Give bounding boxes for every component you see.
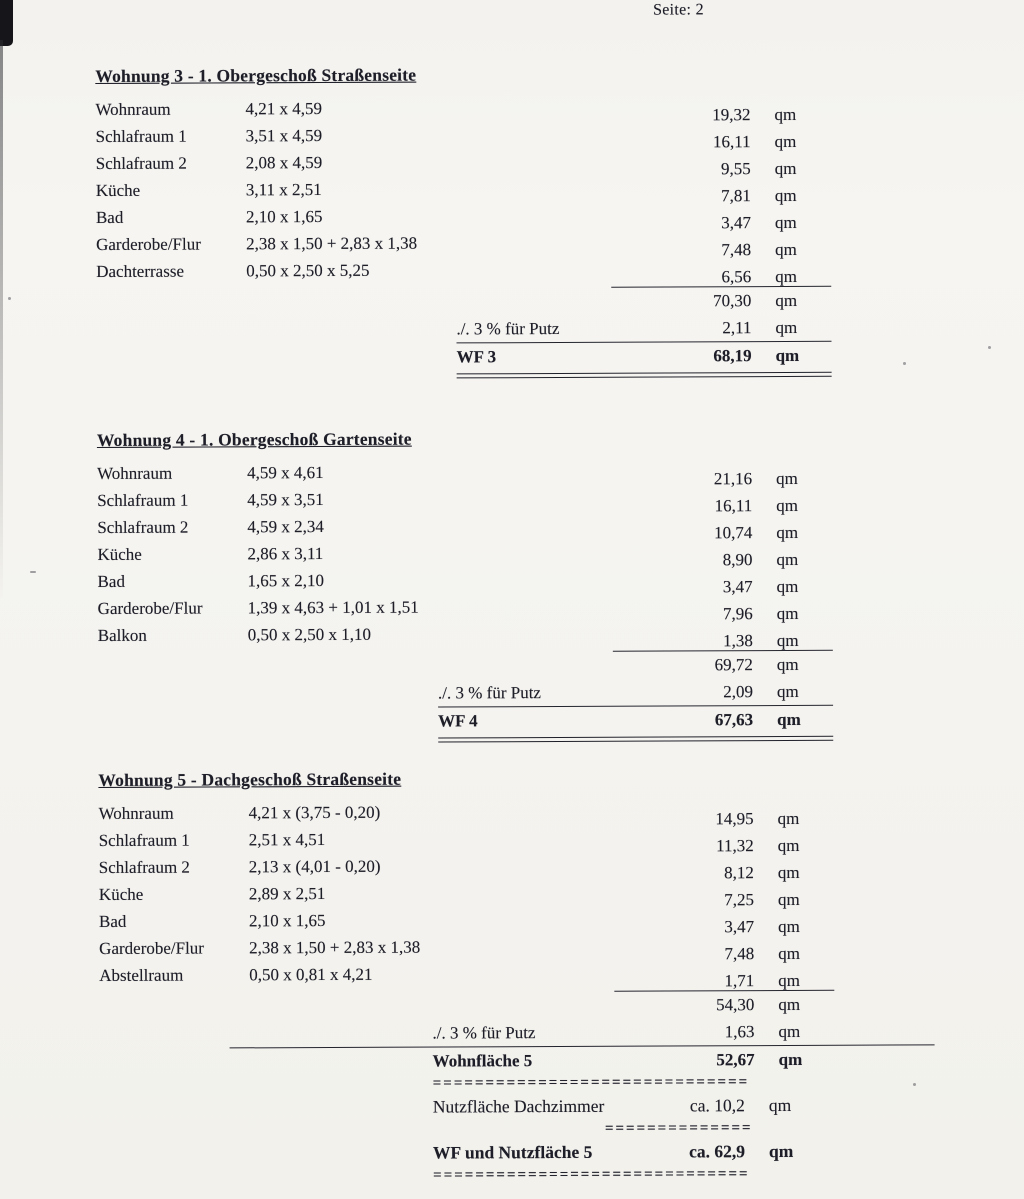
putz-label: ./. 3 % für Putz <box>432 1023 536 1043</box>
putz-value: 2,09 <box>723 682 754 702</box>
room-name: Küche <box>98 884 144 904</box>
area-unit: qm <box>777 862 800 883</box>
putz-value: 1,63 <box>724 1022 755 1042</box>
room-area: 8,90 <box>722 550 753 570</box>
putz-value: 2,11 <box>722 318 752 338</box>
room-dimensions: 4,21 x 4,59 <box>245 99 323 119</box>
page-number: Seite: 2 <box>653 1 704 19</box>
section-wohnung-4 <box>97 425 833 744</box>
room-area: 11,32 <box>716 836 754 856</box>
total-unit: qm <box>777 709 801 730</box>
subtotal-unit: qm <box>775 290 798 311</box>
wf-nutzflaeche-value: ca. 62,9 <box>689 1141 746 1162</box>
total-unit: qm <box>775 345 800 366</box>
area-unit: qm <box>775 266 797 287</box>
total-row <box>100 1046 835 1076</box>
room-area: 16,11 <box>714 496 753 516</box>
total-label: Wohnfläche 5 <box>432 1051 533 1071</box>
subtotal-row <box>96 287 831 317</box>
document-content <box>95 0 835 1187</box>
total-label: WF 4 <box>438 711 478 731</box>
total-label: WF 3 <box>456 347 497 367</box>
room-dimensions: 2,10 x 1,65 <box>245 207 323 227</box>
area-unit: qm <box>777 889 800 910</box>
total-row <box>97 342 832 372</box>
room-dimensions: 3,11 x 2,51 <box>245 180 322 200</box>
area-unit: qm <box>776 603 799 624</box>
room-area: 8,12 <box>724 863 754 883</box>
subtotal-spacer <box>96 288 606 317</box>
area-unit: qm <box>775 239 797 260</box>
total-value: 67,63 <box>714 710 754 730</box>
room-name: Garderobe/Flur <box>96 234 201 254</box>
scan-speck <box>988 346 991 349</box>
scan-speck <box>913 1083 916 1086</box>
area-unit: qm <box>777 808 800 829</box>
area-unit: qm <box>776 495 798 516</box>
nutzflaeche-spacer <box>100 1094 433 1122</box>
area-unit: qm <box>776 549 799 570</box>
putz-row <box>99 1018 834 1048</box>
document-body <box>95 0 835 1187</box>
room-area: 6,56 <box>721 267 752 287</box>
room-name: Abstellraum <box>99 965 184 985</box>
area-unit: qm <box>778 916 800 937</box>
room-dimensions: 2,89 x 2,51 <box>248 884 326 904</box>
room-dimensions: 0,50 x 2,50 x 1,10 <box>247 624 372 645</box>
room-row <box>95 93 830 123</box>
subtotal-row <box>99 991 834 1021</box>
subtotal-value: 70,30 <box>713 291 752 311</box>
area-unit: qm <box>776 576 799 597</box>
area-unit: qm <box>778 970 801 991</box>
subtotal-value: 69,72 <box>714 655 753 675</box>
room-dimensions: 0,50 x 2,50 x 5,25 <box>246 260 370 281</box>
total-value: 68,19 <box>713 346 752 366</box>
putz-unit: qm <box>778 1021 801 1042</box>
total-value: 52,67 <box>716 1050 755 1070</box>
room-dimensions: 2,08 x 4,59 <box>245 153 323 173</box>
room-table <box>98 797 834 989</box>
putz-unit: qm <box>775 317 798 338</box>
room-area: 10,74 <box>714 523 753 543</box>
section-heading: Wohnung 3 - 1. Obergeschoß Straßenseite <box>95 64 417 86</box>
area-unit: qm <box>774 131 797 152</box>
room-row <box>98 797 833 827</box>
room-name: Wohnraum <box>97 463 173 483</box>
area-unit: qm <box>774 212 797 233</box>
room-name: Balkon <box>97 625 147 645</box>
area-unit: qm <box>776 468 798 489</box>
room-dimensions: 1,39 x 4,63 + 1,01 x 1,51 <box>247 597 419 618</box>
section-heading: Wohnung 5 - Dachgeschoß Straßenseite <box>98 768 402 790</box>
area-unit: qm <box>774 185 797 206</box>
room-name: Küche <box>97 544 142 564</box>
room-name: Schlafraum 1 <box>97 490 189 510</box>
section-wohnung-5 <box>98 765 835 1187</box>
scan-speck <box>903 362 906 365</box>
room-name: Schlafraum 2 <box>98 857 190 877</box>
room-name: Schlafraum 1 <box>98 830 190 850</box>
room-name: Wohnraum <box>98 803 174 823</box>
subtotal-spacer <box>98 652 608 681</box>
room-name: Schlafraum 2 <box>97 517 189 537</box>
room-name: Küche <box>95 180 141 200</box>
room-area: 3,47 <box>722 577 753 597</box>
wf-nutzflaeche-unit: qm <box>768 1140 794 1162</box>
nutzflaeche-label: Nutzfläche Dachzimmer <box>432 1095 605 1117</box>
room-area: 7,25 <box>724 890 754 910</box>
room-name: Bad <box>95 207 124 227</box>
room-area: 16,11 <box>712 132 751 152</box>
putz-label: ./. 3 % für Putz <box>437 683 542 703</box>
room-name: Bad <box>97 571 125 591</box>
area-unit: qm <box>776 522 799 543</box>
separator-line-bottom: ============================== <box>433 1166 750 1184</box>
room-name: Dachterrasse <box>96 261 185 281</box>
room-dimensions: 3,51 x 4,59 <box>245 126 323 146</box>
total-row <box>98 706 833 736</box>
room-area: 1,38 <box>723 631 753 651</box>
nutzflaeche-row <box>100 1092 835 1122</box>
room-row <box>97 457 832 487</box>
putz-unit: qm <box>776 681 799 702</box>
room-area: 14,95 <box>715 809 754 829</box>
area-unit: qm <box>777 835 800 856</box>
room-name: Garderobe/Flur <box>97 598 203 618</box>
room-area: 9,55 <box>720 159 751 179</box>
room-name: Garderobe/Flur <box>99 938 204 958</box>
room-dimensions: 4,21 x (3,75 - 0,20) <box>248 802 381 823</box>
room-dimensions: 1,65 x 2,10 <box>247 571 325 591</box>
room-dimensions: 4,59 x 3,51 <box>247 490 324 510</box>
area-unit: qm <box>774 158 797 179</box>
room-area: 21,16 <box>713 469 753 489</box>
room-name: Schlafraum 1 <box>95 126 187 146</box>
subtotal-unit: qm <box>778 994 801 1015</box>
separator-line: ============================== <box>432 1074 750 1092</box>
section-wohnung-3 <box>95 61 831 380</box>
scan-speck <box>8 297 11 300</box>
total-unit: qm <box>778 1049 803 1070</box>
room-table <box>95 93 831 285</box>
subtotal-spacer <box>99 992 609 1021</box>
wf-nutzflaeche-label: WF und Nutzfläche 5 <box>432 1141 593 1163</box>
room-dimensions: 2,86 x 3,11 <box>247 544 324 564</box>
total-double-rule <box>438 736 833 743</box>
putz-label: ./. 3 % für Putz <box>456 318 560 339</box>
room-area: 7,81 <box>721 186 751 206</box>
area-unit: qm <box>778 943 800 964</box>
subtotal-unit: qm <box>776 654 799 675</box>
room-area: 3,47 <box>721 213 752 233</box>
room-dimensions: 2,38 x 1,50 + 2,83 x 1,38 <box>246 233 418 254</box>
room-dimensions: 0,50 x 0,81 x 4,21 <box>249 964 373 985</box>
room-area: 7,48 <box>724 944 755 964</box>
putz-row <box>96 314 831 344</box>
room-dimensions: 2,38 x 1,50 + 2,83 x 1,38 <box>249 937 421 958</box>
wf-nutzflaeche-row <box>100 1138 835 1168</box>
room-name: Bad <box>98 911 127 931</box>
scan-artifact-edge <box>0 40 3 600</box>
wf-nutzflaeche-spacer <box>100 1140 433 1168</box>
room-dimensions: 2,10 x 1,65 <box>248 911 326 931</box>
nutzflaeche-unit: qm <box>768 1094 792 1116</box>
room-table <box>97 457 833 649</box>
room-name: Wohnraum <box>95 99 171 119</box>
room-name: Schlafraum 2 <box>95 153 187 173</box>
area-unit: qm <box>776 630 799 651</box>
area-unit: qm <box>774 104 797 125</box>
room-area: 7,48 <box>721 240 752 260</box>
nutzflaeche-value: ca. 10,2 <box>689 1095 745 1116</box>
room-area: 19,32 <box>712 105 751 125</box>
section-heading: Wohnung 4 - 1. Obergeschoß Gartenseite <box>96 428 412 450</box>
total-double-rule <box>457 372 832 379</box>
subtotal-row <box>98 651 833 681</box>
room-dimensions: 2,51 x 4,51 <box>248 830 326 850</box>
subtotal-value: 54,30 <box>716 995 755 1015</box>
room-dimensions: 2,13 x (4,01 - 0,20) <box>248 856 381 877</box>
putz-row <box>98 678 833 708</box>
scan-speck <box>30 571 36 573</box>
room-area: 3,47 <box>724 917 755 937</box>
separator-line-short: ============== <box>604 1120 753 1137</box>
room-area: 7,96 <box>722 604 753 624</box>
room-dimensions: 4,59 x 4,61 <box>247 463 324 483</box>
room-dimensions: 4,59 x 2,34 <box>247 517 324 537</box>
room-area: 1,71 <box>724 971 755 991</box>
